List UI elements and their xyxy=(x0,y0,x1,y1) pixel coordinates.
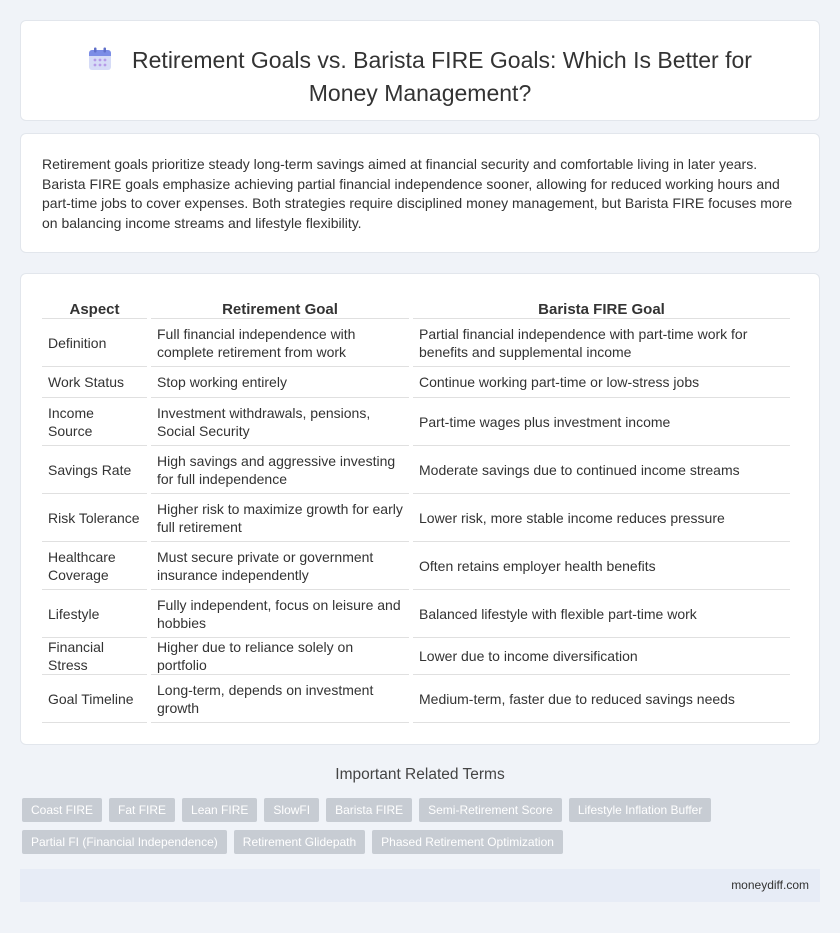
aspect-cell: Risk Tolerance xyxy=(42,494,147,542)
comparison-table xyxy=(38,295,794,723)
related-terms-tags xyxy=(22,798,722,854)
tag-slowfi[interactable]: SlowFI xyxy=(264,798,319,822)
tag-phased-retirement-optimization[interactable]: Phased Retirement Optimization xyxy=(372,830,563,854)
footer-site[interactable]: moneydiff.com xyxy=(731,878,809,892)
footer xyxy=(20,869,820,902)
tag-partial-fi[interactable]: Partial FI (Financial Independence) xyxy=(22,830,227,854)
table-row xyxy=(42,675,790,723)
tag-coast-fire[interactable]: Coast FIRE xyxy=(22,798,102,822)
comparison-table-card xyxy=(20,273,820,745)
header-retirement-goal: Retirement Goal xyxy=(151,295,409,319)
tag-barista-fire[interactable]: Barista FIRE xyxy=(326,798,412,822)
table-row xyxy=(42,638,790,675)
aspect-cell: Definition xyxy=(42,319,147,367)
related-terms-title: Important Related Terms xyxy=(335,766,505,783)
tag-lifestyle-inflation-buffer[interactable]: Lifestyle Inflation Buffer xyxy=(569,798,712,822)
aspect-cell: Healthcare Coverage xyxy=(42,542,147,590)
page-title-wrap xyxy=(61,45,779,108)
header-aspect: Aspect xyxy=(42,295,147,319)
retirement-cell: Long-term, depends on investment growth xyxy=(151,675,409,723)
retirement-cell: Fully independent, focus on leisure and hobbies xyxy=(151,590,409,638)
barista-cell: Often retains employer health benefits xyxy=(413,542,790,590)
page-title: Retirement Goals vs. Barista FIRE Goals: Which Is Better for Money Management? xyxy=(132,47,752,106)
table-row xyxy=(42,367,790,398)
aspect-cell: Lifestyle xyxy=(42,590,147,638)
barista-cell: Lower risk, more stable income reduces pressure xyxy=(413,494,790,542)
barista-cell: Partial financial independence with part-time work for benefits and supplemental income xyxy=(413,319,790,367)
header-barista-fire-goal: Barista FIRE Goal xyxy=(413,295,790,319)
table-row xyxy=(42,319,790,367)
aspect-cell: Savings Rate xyxy=(42,446,147,494)
summary-text: Retirement goals prioritize steady long-term savings aimed at financial security and comfortable living in later years. Barista FIRE goals emphasize achieving partial financial independence sooner, allowing for reduced working hours and part-time jobs to cover expenses. Both strategies require disciplined money management, but Barista FIRE focuses more on balancing income streams and lifestyle flexibility. xyxy=(42,156,793,231)
retirement-cell: Investment withdrawals, pensions, Social Security xyxy=(151,398,409,446)
aspect-cell: Goal Timeline xyxy=(42,675,147,723)
barista-cell: Part-time wages plus investment income xyxy=(413,398,790,446)
tag-semi-retirement-score[interactable]: Semi-Retirement Score xyxy=(419,798,562,822)
barista-cell: Balanced lifestyle with flexible part-time work xyxy=(413,590,790,638)
table-row xyxy=(42,398,790,446)
barista-cell: Medium-term, faster due to reduced savings needs xyxy=(413,675,790,723)
tag-retirement-glidepath[interactable]: Retirement Glidepath xyxy=(234,830,365,854)
tag-fat-fire[interactable]: Fat FIRE xyxy=(109,798,175,822)
aspect-cell: Work Status xyxy=(42,367,147,398)
aspect-cell: Financial Stress xyxy=(42,638,147,675)
title-card xyxy=(20,20,820,121)
table-row xyxy=(42,542,790,590)
table-header-row xyxy=(42,295,790,319)
retirement-cell: Higher risk to maximize growth for early full retirement xyxy=(151,494,409,542)
barista-cell: Continue working part-time or low-stress jobs xyxy=(413,367,790,398)
barista-cell: Lower due to income diversification xyxy=(413,638,790,675)
retirement-cell: Stop working entirely xyxy=(151,367,409,398)
barista-cell: Moderate savings due to continued income streams xyxy=(413,446,790,494)
retirement-cell: High savings and aggressive investing for full independence xyxy=(151,446,409,494)
table-row xyxy=(42,494,790,542)
table-row xyxy=(42,590,790,638)
retirement-cell: Full financial independence with complete retirement from work xyxy=(151,319,409,367)
tag-lean-fire[interactable]: Lean FIRE xyxy=(182,798,257,822)
aspect-cell: Income Source xyxy=(42,398,147,446)
retirement-cell: Higher due to reliance solely on portfolio xyxy=(151,638,409,675)
table-row xyxy=(42,446,790,494)
summary-card xyxy=(20,133,820,253)
retirement-cell: Must secure private or government insurance independently xyxy=(151,542,409,590)
calendar-icon xyxy=(88,47,112,78)
